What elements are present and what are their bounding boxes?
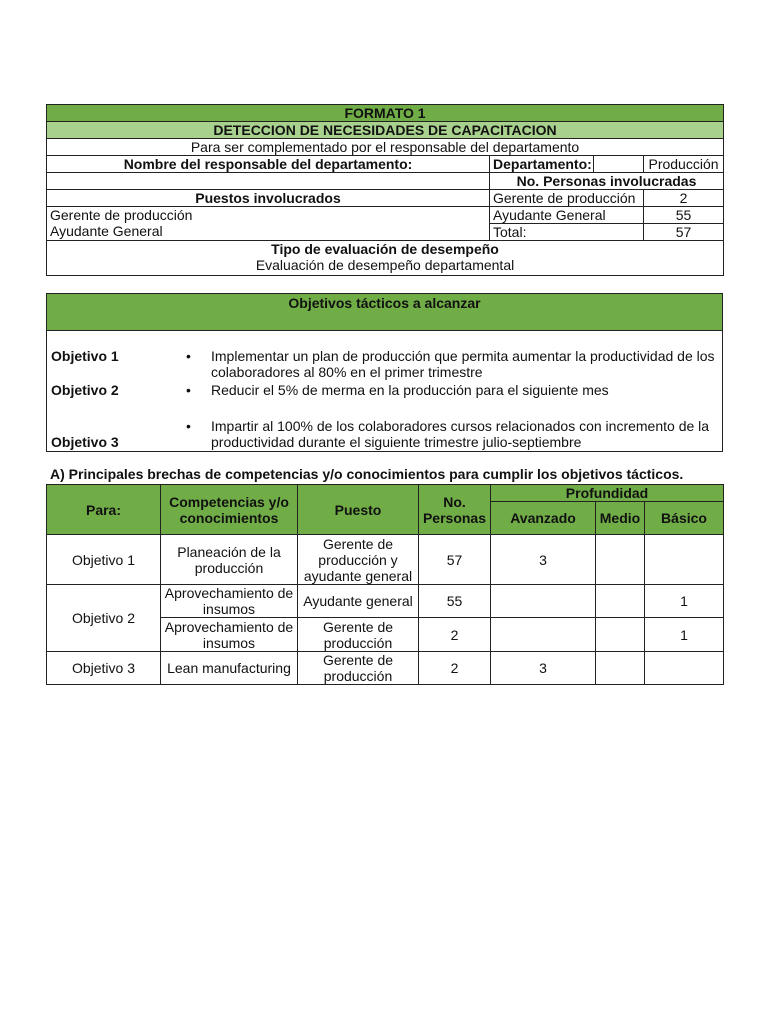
header-competencias: Competencias y/o conocimientos [161, 485, 298, 535]
bullet-icon: • [186, 348, 191, 364]
objetivos-header: Objetivos tácticos a alcanzar [46, 293, 723, 313]
cell-puesto: Gerente de producción [298, 618, 419, 652]
cell-basico: 1 [645, 585, 724, 618]
header-para: Para: [47, 485, 161, 535]
puesto-item: Gerente de producción [50, 207, 193, 223]
objetivos-body [46, 331, 723, 452]
objetivos-header-band [46, 312, 723, 331]
departamento-value: Producción [644, 156, 724, 173]
header-basico: Básico [645, 502, 724, 535]
form-subtitle: DETECCION DE NECESIDADES DE CAPACITACION [47, 122, 724, 139]
cell-puesto: Gerente de producción y ayudante general [298, 535, 419, 585]
cell-competencia: Planeación de la producción [161, 535, 298, 585]
responsable-value [47, 173, 490, 190]
bullet-icon: • [186, 418, 191, 434]
cell-basico: 1 [645, 618, 724, 652]
header-medio: Medio [596, 502, 645, 535]
cell-medio [596, 652, 645, 685]
table-row [47, 652, 724, 685]
persona-numero: 2 [644, 190, 724, 207]
evaluacion-value: Evaluación de desempeño departamental [255, 257, 515, 273]
puestos-list [47, 207, 490, 241]
header-profundidad: Profundidad [491, 485, 724, 502]
objetivo-text: Reducir el 5% de merma en la producción para el siguiente mes [211, 382, 609, 398]
puestos-label: Puestos involucrados [47, 190, 490, 207]
cell-basico [645, 535, 724, 585]
cell-competencia: Lean manufacturing [161, 652, 298, 685]
cell-medio [596, 618, 645, 652]
cell-medio [596, 535, 645, 585]
bullet-icon: • [186, 382, 191, 398]
total-label: Total: [490, 224, 644, 241]
cell-avanzado [491, 618, 596, 652]
cell-personas: 57 [419, 535, 491, 585]
cell-para: Objetivo 2 [47, 585, 161, 652]
header-avanzado: Avanzado [491, 502, 596, 535]
departamento-label: Departamento: [490, 156, 594, 173]
responsable-label: Nombre del responsable del departamento: [47, 156, 490, 173]
cell-puesto: Ayudante general [298, 585, 419, 618]
cell-basico [645, 652, 724, 685]
total-value: 57 [644, 224, 724, 241]
table-row [47, 535, 724, 585]
table-row [47, 585, 724, 618]
form-title: FORMATO 1 [47, 105, 724, 122]
cell-competencia: Aprovechamiento de insumos [161, 585, 298, 618]
cell-personas: 55 [419, 585, 491, 618]
cell-para: Objetivo 3 [47, 652, 161, 685]
evaluacion-cell [47, 241, 724, 276]
objetivos-section [46, 293, 723, 452]
header-personas: No. Personas [419, 485, 491, 535]
header-puesto: Puesto [298, 485, 419, 535]
persona-numero: 55 [644, 207, 724, 224]
form-note: Para ser complementado por el responsable del departamento [47, 139, 724, 156]
objetivo-label: Objetivo 2 [51, 382, 119, 398]
brechas-table [46, 484, 724, 685]
cell-avanzado: 3 [491, 535, 596, 585]
puesto-item: Ayudante General [50, 223, 163, 239]
persona-puesto: Gerente de producción [490, 190, 644, 207]
evaluacion-label: Tipo de evaluación de desempeño [271, 241, 499, 257]
personas-label: No. Personas involucradas [490, 173, 724, 190]
persona-puesto: Ayudante General [490, 207, 644, 224]
objetivo-label: Objetivo 3 [51, 434, 119, 450]
cell-para: Objetivo 1 [47, 535, 161, 585]
cell-puesto: Gerente de producción [298, 652, 419, 685]
formato-table [46, 104, 724, 276]
brechas-title: A) Principales brechas de competencias y/o conocimientos para cumplir los objetivos tácticos. [50, 466, 684, 482]
objetivo-label: Objetivo 1 [51, 348, 119, 364]
cell-avanzado [491, 585, 596, 618]
objetivo-text: Implementar un plan de producción que permita aumentar la productividad de los colaboradores al 80% en el primer trimestre [211, 348, 715, 380]
objetivo-text: Impartir al 100% de los colaboradores cursos relacionados con incremento de la productividad durante el siguiente trimestre julio-septiembre [211, 418, 710, 450]
cell-avanzado: 3 [491, 652, 596, 685]
cell-competencia: Aprovechamiento de insumos [161, 618, 298, 652]
cell-personas: 2 [419, 618, 491, 652]
cell-medio [596, 585, 645, 618]
cell-personas: 2 [419, 652, 491, 685]
departamento-empty [594, 156, 644, 173]
